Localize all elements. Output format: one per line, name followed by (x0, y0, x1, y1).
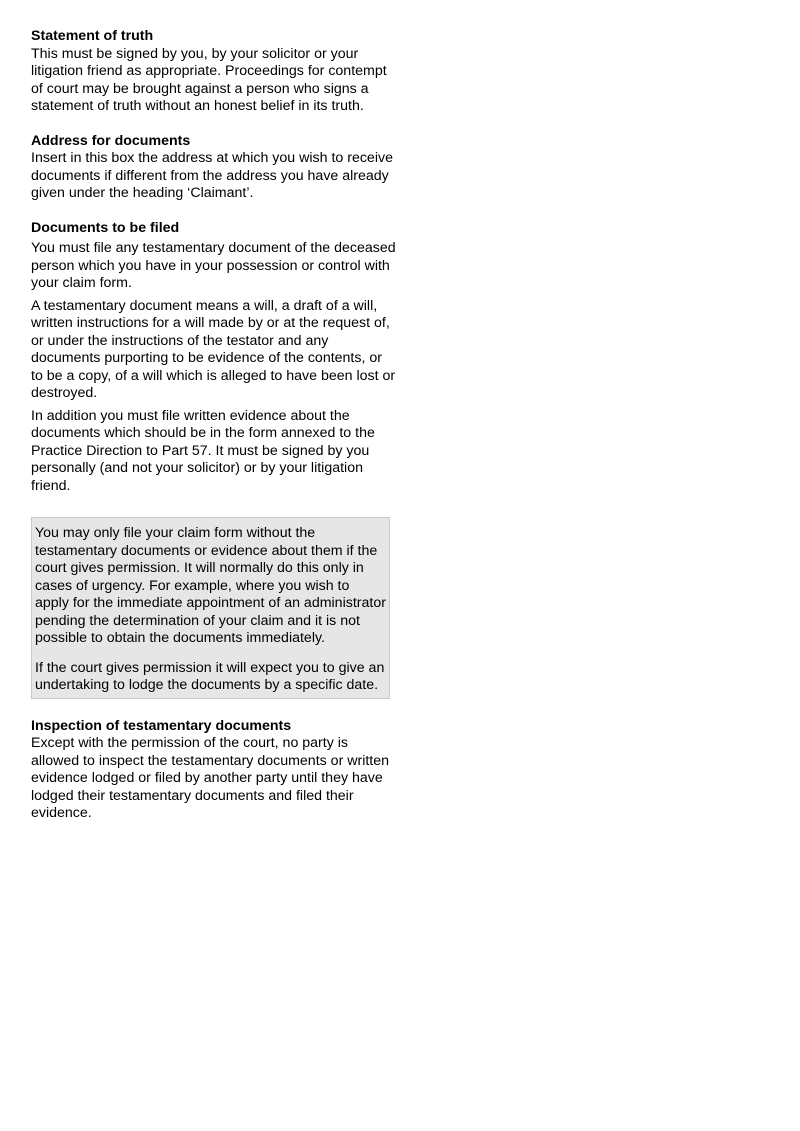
section-paragraph: A testamentary document means a will, a draft of a will, written instructions for a will made by or at the request of, or under the instructions of the testator and any documents purporting to be evidence of the contents, or to be a copy, of a will which is alleged to have been lost or destroyed. (31, 297, 396, 401)
guidance-notes-column (31, 28, 396, 840)
section-heading: Documents to be filed (31, 219, 180, 236)
section-paragraph: In addition you must file written evidence about the documents which should be in the form annexed to the Practice Direction to Part 57. It must be signed by you personally (and not your solicitor) or by your litigation friend. (31, 407, 375, 494)
section-address-for-documents (31, 133, 396, 203)
section-paragraph: This must be signed by you, by your solicitor or your litigation friend as appropriate. Proceedings for contempt of court may be brought against a person who signs a statement of truth without an honest belief in its truth. (31, 45, 387, 114)
section-inspection-of-testamentary-documents (31, 718, 396, 823)
permission-note-box (31, 517, 390, 699)
section-statement-of-truth (31, 28, 396, 116)
section-paragraph: Insert in this box the address at which you wish to receive documents if different from the address you have already given under the heading ‘Claimant’. (31, 150, 393, 201)
section-paragraph: You must file any testamentary document of the deceased person which you have in your possession or control with your claim form. (31, 240, 396, 291)
section-heading: Statement of truth (31, 28, 154, 44)
note-paragraph: If the court gives permission it will expect you to give an undertaking to lodge the documents by a specific date. (35, 659, 385, 693)
section-heading: Inspection of testamentary documents (31, 717, 292, 734)
section-heading: Address for documents (31, 132, 191, 149)
note-paragraph: You may only file your claim form without the testamentary documents or evidence about them if the court gives permission. It will normally do this only in cases of urgency. For example, where you wish to apply for the immediate appointment of an administrator pending the determination of your claim and it is not possible to obtain the documents immediately. (35, 525, 386, 646)
section-paragraph: Except with the permission of the court, no party is allowed to inspect the testamentary documents or written evidence lodged or filed by another party until they have lodged their testamentary documents and filed their evidence. (31, 735, 390, 821)
section-documents-to-be-filed (31, 220, 396, 496)
